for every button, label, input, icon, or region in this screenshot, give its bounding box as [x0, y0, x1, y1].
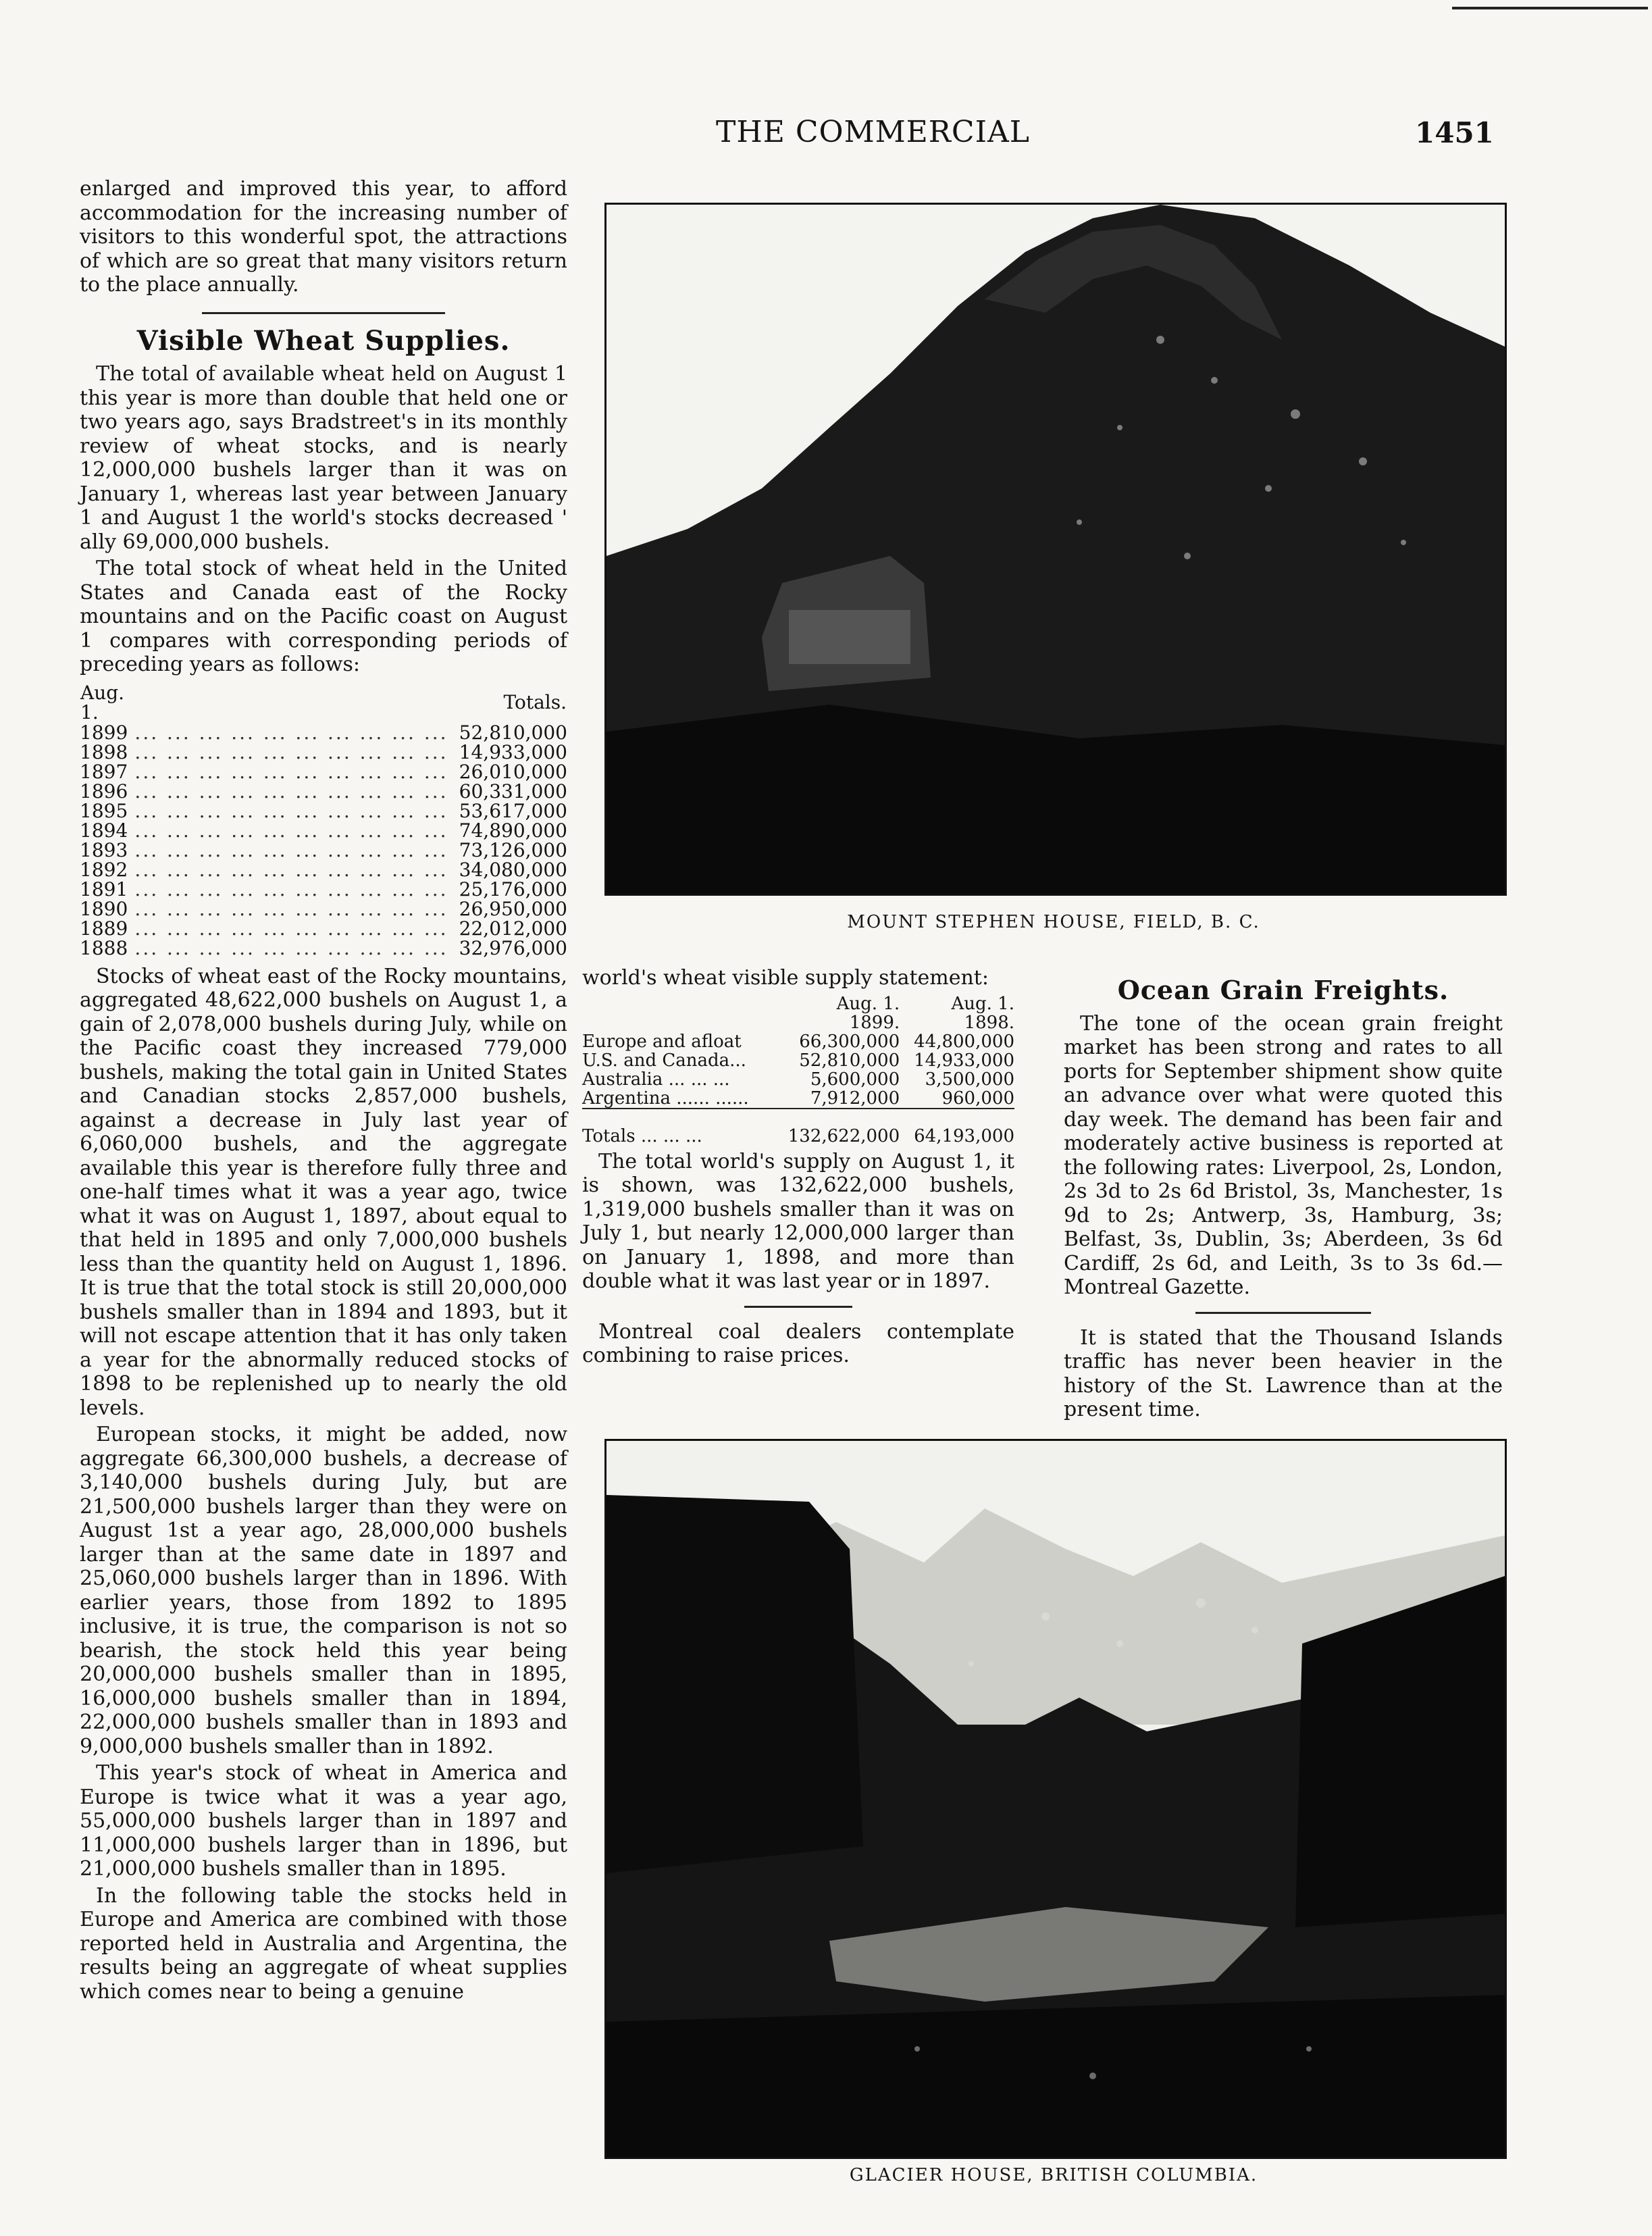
- section-divider: [744, 1306, 852, 1308]
- table-header-year1899: 1899.: [849, 1012, 900, 1033]
- table-row: 1898 ... ... ... ... ... ... ... ... ... ... 14,933,000: [80, 740, 567, 763]
- paragraph: Stocks of wheat east of the Rocky mountains, aggregated 48,622,000 bushels on August 1, a gain of 2,078,000 bushels during July, while on the Pacific coast they increased 779,000 bushels, making the total gain in United States and Canadian stocks 2,857,000 bushels, against a decrease in July last year of 6,060,000 bushels, and the aggregate available this year is therefore fully three and one-half times what it was a year ago, twice what it was on August 1, 1897, about equal to that held in 1895 and only 7,000,000 bushels less than the quantity held on August 1, 1896. It is true that the total stock is still 20,000,000 bushels smaller than in 1894 and 1893, but it will not escape attention that it has only taken a year for the abnormally reduced stocks of 1898 to be replenished up to nearly the old levels.: [80, 964, 567, 1420]
- table-row: 1891 ... ... ... ... ... ... ... ... ... ... 25,176,000: [80, 878, 567, 900]
- table-row: 1889 ... ... ... ... ... ... ... ... ... ... 22,012,000: [80, 917, 567, 940]
- glacier-photo-illustration: [606, 1441, 1505, 2157]
- article-title-wheat: Visible Wheat Supplies.: [136, 324, 511, 357]
- world-supply-table: [582, 994, 1014, 1146]
- paragraph: In the following table the stocks held in Europe and America are combined with those reported held in Australia and Argentina, the results being an aggregate of wheat supplies which comes near to being a genuine: [80, 1883, 567, 2004]
- table-row: 1899 ... ... ... ... ... ... ... ... ... ... 52,810,000: [80, 721, 567, 744]
- left-column: [80, 177, 567, 2006]
- table-row: U.S. and Canada... 52,810,000 14,933,000: [582, 1050, 1014, 1071]
- table-row: 1893 ... ... ... ... ... ... ... ... ... ... 73,126,000: [80, 838, 567, 861]
- running-head: THE COMMERCIAL: [716, 115, 1030, 149]
- paragraph: The total world's supply on August 1, it is shown, was 132,622,000 bushels, 1,319,000 bushels smaller than it was on July 1, but nearly 12,000,000 larger than on January 1, 1898, and more than double what it was last year or in 1897.: [582, 1149, 1014, 1293]
- table-row: 1888 ... ... ... ... ... ... ... ... ... ... 32,976,000: [80, 936, 567, 959]
- photo-glacier-house: [604, 1439, 1507, 2159]
- table-row: Argentina ...... ...... 7,912,000 960,000: [582, 1088, 1014, 1109]
- table-header-year1898: 1898.: [964, 1012, 1014, 1033]
- paragraph: world's wheat visible supply statement:: [582, 966, 989, 990]
- photo-caption-glacier-house: GLACIER HOUSE, BRITISH COLUMBIA.: [849, 2165, 1258, 2185]
- table-row: 1892 ... ... ... ... ... ... ... ... ... ... 34,080,000: [80, 858, 567, 881]
- article-title-ocean-freights: Ocean Grain Freights.: [1117, 975, 1449, 1005]
- paragraph: The tone of the ocean grain freight market has been strong and rates to all ports for September shipment show quite an advance over what were quoted this day week. The demand has been fair and moderately active business is reported at the following rates: Liverpool, 2s, London, 2s 3d to 2s 6d Bristol, 3s, Manchester, 1s 9d to 2s; Antwerp, 3s, Hamburg, 3s; Belfast, 3s, Dublin, 3s; Aberdeen, 3s 6d Cardiff, 2s 6d, and Leith, 3s to 3s 6d.—Montreal Gazette.: [1064, 1011, 1503, 1299]
- paragraph: The total stock of wheat held in the United States and Canada east of the Rocky mountains and on the Pacific coast on August 1 compares with corresponding periods of preceding years as follows:: [80, 557, 567, 676]
- table-header-aug1899: Aug. 1.: [836, 993, 900, 1014]
- section-divider: [202, 312, 445, 314]
- paragraph: European stocks, it might be added, now aggregate 66,300,000 bushels, a decrease of 3,140,000 bushels during July, but are 21,500,000 bushels larger than they were on August 1st a year ago, 28,000,000 bushels larger than at the same date in 1897 and 25,060,000 bushels larger than in 1896. With earlier years, those from 1892 to 1895 inclusive, it is true, the comparison is not so bearish, the stock held this year being 20,000,000 bushels smaller than in 1895, 16,000,000 bushels smaller than in 1894, 22,000,000 bushels smaller than in 1893 and 9,000,000 bushels smaller than in 1892.: [80, 1423, 567, 1758]
- table-header-aug1898: Aug. 1.: [951, 993, 1014, 1014]
- section-divider: [1195, 1312, 1371, 1314]
- paragraph: This year's stock of wheat in America and Europe is twice what it was a year ago, 55,000,000 bushels larger than in 1897 and 11,000,000 bushels larger than in 1896, but 21,000,000 bushels smaller than in 1895.: [80, 1761, 567, 1881]
- table-header-totals: Totals.: [503, 691, 567, 713]
- paragraph: Montreal coal dealers contemplate combining to raise prices.: [582, 1319, 1014, 1367]
- table-total-row: Totals ... ... ... 132,622,000 64,193,000: [582, 1125, 1014, 1146]
- table-row: 1895 ... ... ... ... ... ... ... ... ... ... 53,617,000: [80, 799, 567, 822]
- intro-paragraph: enlarged and improved this year, to afford accommodation for the increasing number of visitors to this wonderful spot, the attractions of which are so great that many visitors return to the place annually.: [80, 177, 567, 297]
- table-header-date: Aug. 1.: [80, 681, 125, 723]
- right-column: [1064, 973, 1503, 1425]
- photo-caption-mount-stephen: MOUNT STEPHEN HOUSE, FIELD, B. C.: [847, 912, 1260, 932]
- paragraph: It is stated that the Thousand Islands traffic has never been heavier in the history of the St. Lawrence than at the present time.: [1064, 1325, 1503, 1421]
- page-number: 1451: [1415, 116, 1494, 149]
- table-row: 1897 ... ... ... ... ... ... ... ... ... ... 26,010,000: [80, 760, 567, 783]
- table-row: 1890 ... ... ... ... ... ... ... ... ... ... 26,950,000: [80, 897, 567, 920]
- wheat-stocks-table: [80, 682, 567, 958]
- table-row: Australia ... ... ... 5,600,000 3,500,000: [582, 1069, 1014, 1090]
- table-row: 1896 ... ... ... ... ... ... ... ... ... ... 60,331,000: [80, 780, 567, 803]
- top-edge-rule: [1452, 7, 1648, 9]
- photo-mount-stephen-house: [604, 203, 1507, 896]
- mountain-photo-illustration: [606, 205, 1505, 894]
- paragraph: The total of available wheat held on August 1 this year is more than double that held one or two years ago, says Bradstreet's in its monthly review of wheat stocks, and is nearly 12,000,000 bushels larger than it was on January 1, whereas last year between January 1 and August 1 the world's stocks decreased ' ally 69,000,000 bushels.: [80, 362, 567, 554]
- table-row: Europe and afloat 66,300,000 44,800,000: [582, 1031, 1014, 1052]
- middle-column: [582, 966, 1014, 1371]
- table-row: 1894 ... ... ... ... ... ... ... ... ... ... 74,890,000: [80, 819, 567, 842]
